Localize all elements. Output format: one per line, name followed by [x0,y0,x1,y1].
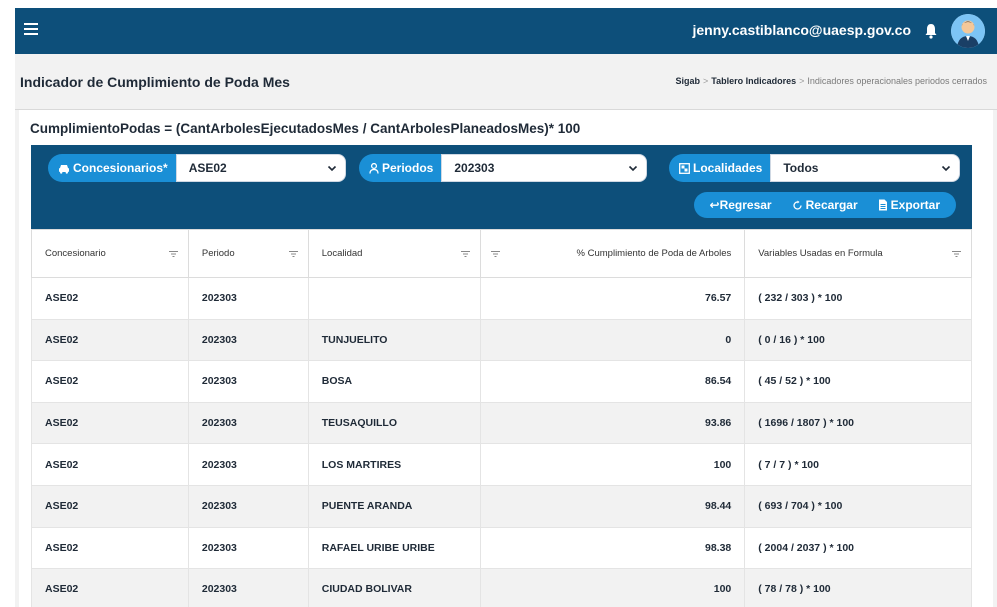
recargar-button[interactable]: Recargar [782,198,868,212]
action-toolbar [694,192,956,218]
formula-text: CumplimientoPodas = (CantArbolesEjecutadosMes / CantArbolesPlaneadosMes)* 100 [30,121,581,136]
hamburger-icon[interactable] [24,23,38,35]
cell-localidad: LOS MARTIRES [308,444,480,486]
data-table [31,229,972,607]
cell-periodo: 202303 [188,319,308,361]
cell-localidad: TEUSAQUILLO [308,402,480,444]
cell-variables: ( 0 / 16 ) * 100 [745,319,972,361]
column-header-localidad[interactable]: Localidad [308,230,480,278]
cell-variables: ( 7 / 7 ) * 100 [745,444,972,486]
filter-icon[interactable] [952,251,961,257]
cell-localidad [308,278,480,320]
reload-icon [792,200,803,211]
cell-cumplimiento: 0 [480,319,745,361]
cell-periodo: 202303 [188,485,308,527]
periodos-select[interactable]: 202303 [441,154,647,182]
filters-panel [31,145,972,229]
cell-variables: ( 693 / 704 ) * 100 [745,485,972,527]
cell-cumplimiento: 93.86 [480,402,745,444]
cell-variables: ( 45 / 52 ) * 100 [745,361,972,403]
cell-periodo: 202303 [188,444,308,486]
cell-periodo: 202303 [188,402,308,444]
cell-periodo: 202303 [188,361,308,403]
filter-periodos [359,154,647,182]
cell-periodo: 202303 [188,569,308,607]
column-header-variables[interactable]: Variables Usadas en Formula [745,230,972,278]
cell-periodo: 202303 [188,278,308,320]
cell-localidad: BOSA [308,361,480,403]
filter-localidades [669,154,960,182]
filter-icon[interactable] [461,251,470,257]
cell-concesionario: ASE02 [32,444,189,486]
cell-cumplimiento: 100 [480,444,745,486]
cell-variables: ( 232 / 303 ) * 100 [745,278,972,320]
table-row[interactable] [32,361,972,403]
chevron-down-icon [941,163,951,173]
table-row[interactable] [32,485,972,527]
column-header-periodo[interactable]: Periodo [188,230,308,278]
breadcrumb-item-current: Indicadores operacionales periodos cerrados [807,76,987,86]
car-icon [58,163,70,174]
bell-icon[interactable] [923,22,939,40]
chevron-down-icon [327,163,337,173]
cell-periodo: 202303 [188,527,308,569]
column-header-cumplimiento[interactable]: % Cumplimiento de Poda de Arboles [480,230,745,278]
concesionarios-select[interactable]: ASE02 [176,154,346,182]
filter-icon[interactable] [289,251,298,257]
user-email[interactable]: jenny.castiblanco@uaesp.gov.co [692,22,911,38]
localidades-select[interactable]: Todos [770,154,960,182]
table-row[interactable] [32,569,972,607]
table-row[interactable] [32,444,972,486]
column-header-concesionario[interactable]: Concesionario [32,230,189,278]
concesionarios-label: Concesionarios* [48,154,176,182]
table-row[interactable] [32,527,972,569]
person-icon [369,163,379,174]
cell-variables: ( 78 / 78 ) * 100 [745,569,972,607]
table-row[interactable] [32,278,972,320]
page-title: Indicador de Cumplimiento de Poda Mes [20,74,290,90]
cell-localidad: CIUDAD BOLIVAR [308,569,480,607]
filter-icon[interactable] [491,251,500,257]
table-header-row [32,230,972,278]
cell-concesionario: ASE02 [32,402,189,444]
table-row[interactable] [32,402,972,444]
breadcrumb: Sigab > Tablero Indicadores > Indicadores operacionales periodos cerrados [675,76,987,86]
regresar-button[interactable]: ↩Regresar [709,198,772,212]
filter-icon[interactable] [169,251,178,257]
cell-concesionario: ASE02 [32,569,189,607]
map-icon [679,163,690,174]
filter-concesionarios [48,154,346,182]
user-avatar[interactable] [951,14,985,48]
top-navbar [15,8,997,54]
cell-localidad: TUNJUELITO [308,319,480,361]
cell-cumplimiento: 98.44 [480,485,745,527]
cell-concesionario: ASE02 [32,527,189,569]
cell-concesionario: ASE02 [32,319,189,361]
cell-concesionario: ASE02 [32,485,189,527]
cell-cumplimiento: 76.57 [480,278,745,320]
periodos-label: Periodos [359,154,441,182]
cell-localidad: PUENTE ARANDA [308,485,480,527]
cell-cumplimiento: 86.54 [480,361,745,403]
chevron-down-icon [628,163,638,173]
breadcrumb-item-sigab[interactable]: Sigab [675,76,700,86]
page-header [15,54,997,110]
cell-concesionario: ASE02 [32,278,189,320]
cell-cumplimiento: 100 [480,569,745,607]
cell-concesionario: ASE02 [32,361,189,403]
cell-localidad: RAFAEL URIBE URIBE [308,527,480,569]
table-row[interactable] [32,319,972,361]
localidades-label: Localidades [669,154,770,182]
cell-variables: ( 1696 / 1807 ) * 100 [745,402,972,444]
cell-variables: ( 2004 / 2037 ) * 100 [745,527,972,569]
breadcrumb-item-tablero[interactable]: Tablero Indicadores [711,76,797,86]
exportar-button[interactable]: Exportar [868,198,950,212]
cell-cumplimiento: 98.38 [480,527,745,569]
document-icon [878,199,888,211]
